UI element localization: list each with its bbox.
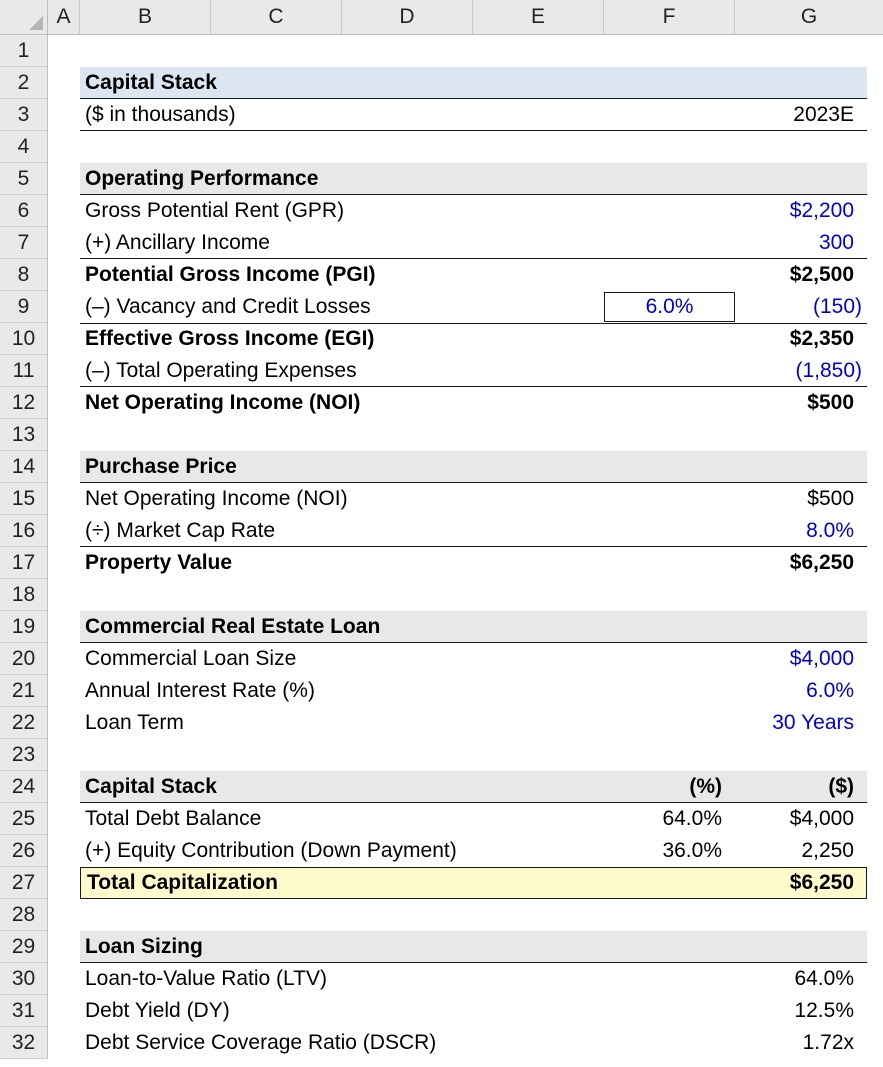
row-header-13[interactable]: 13	[0, 419, 48, 451]
pgi-label[interactable]: Potential Gross Income (PGI)	[85, 263, 376, 286]
table-row	[48, 483, 883, 515]
table-row	[48, 323, 883, 355]
vacancy-rate-input[interactable]: 6.0%	[604, 292, 735, 322]
year-label[interactable]: 2023E	[793, 103, 854, 126]
property-value-label[interactable]: Property Value	[85, 551, 233, 574]
dy-value[interactable]: 12.5%	[794, 999, 854, 1022]
loan-size-label[interactable]: Commercial Loan Size	[85, 647, 297, 670]
column-header-a[interactable]: A	[48, 0, 80, 35]
table-row	[48, 643, 883, 675]
row-header-18[interactable]: 18	[0, 579, 48, 611]
column-header-d[interactable]: D	[342, 0, 473, 35]
loan-term-value[interactable]: 30 Years	[772, 711, 854, 734]
table-row	[48, 963, 883, 995]
gpr-value[interactable]: $2,200	[789, 199, 854, 222]
interest-rate-label[interactable]: Annual Interest Rate (%)	[85, 679, 315, 702]
sheet-title[interactable]: Capital Stack	[85, 71, 217, 94]
noi-value[interactable]: $500	[807, 391, 854, 414]
section-title-sizing[interactable]: Loan Sizing	[85, 935, 203, 958]
row-header-26[interactable]: 26	[0, 835, 48, 867]
ltv-value[interactable]: 64.0%	[794, 967, 854, 990]
loan-term-label[interactable]: Loan Term	[85, 711, 184, 734]
vacancy-value[interactable]: (150)	[812, 295, 862, 318]
gpr-label[interactable]: Gross Potential Rent (GPR)	[85, 199, 345, 222]
column-header-b[interactable]: B	[80, 0, 211, 35]
table-row	[48, 995, 883, 1027]
table-row	[48, 867, 883, 899]
row-header-23[interactable]: 23	[0, 739, 48, 771]
table-row	[48, 387, 883, 419]
equity-pct-value[interactable]: 36.0%	[662, 839, 722, 862]
row-header-22[interactable]: 22	[0, 707, 48, 739]
row-header-25[interactable]: 25	[0, 803, 48, 835]
egi-value[interactable]: $2,350	[789, 327, 854, 350]
row-header-4[interactable]: 4	[0, 131, 48, 163]
opex-label[interactable]: (–) Total Operating Expenses	[85, 359, 357, 382]
table-row	[48, 771, 883, 803]
row-header-11[interactable]: 11	[0, 355, 48, 387]
row-header-30[interactable]: 30	[0, 963, 48, 995]
dy-label[interactable]: Debt Yield (DY)	[85, 999, 230, 1022]
table-row	[48, 707, 883, 739]
row-header-5[interactable]: 5	[0, 163, 48, 195]
pgi-value[interactable]: $2,500	[789, 263, 854, 286]
row-header-17[interactable]: 17	[0, 547, 48, 579]
section-title-operating[interactable]: Operating Performance	[85, 167, 319, 190]
row-header-32[interactable]: 32	[0, 1027, 48, 1059]
row-header-24[interactable]: 24	[0, 771, 48, 803]
row-header-8[interactable]: 8	[0, 259, 48, 291]
row-header-2[interactable]: 2	[0, 67, 48, 99]
table-row	[48, 803, 883, 835]
table-row	[48, 451, 883, 483]
ancillary-label[interactable]: (+) Ancillary Income	[85, 231, 270, 254]
column-header-c[interactable]: C	[211, 0, 342, 35]
row-header-20[interactable]: 20	[0, 643, 48, 675]
noi-label[interactable]: Net Operating Income (NOI)	[85, 391, 361, 414]
section-title-purchase[interactable]: Purchase Price	[85, 455, 237, 478]
dscr-label[interactable]: Debt Service Coverage Ratio (DSCR)	[85, 1031, 437, 1054]
section-title-loan[interactable]: Commercial Real Estate Loan	[85, 615, 381, 638]
table-row	[48, 515, 883, 547]
row-header-19[interactable]: 19	[0, 611, 48, 643]
dscr-value[interactable]: 1.72x	[802, 1031, 854, 1054]
row-header-3[interactable]: 3	[0, 99, 48, 131]
cap-rate-label[interactable]: (÷) Market Cap Rate	[85, 519, 276, 542]
equity-value[interactable]: 2,250	[801, 839, 854, 862]
row-header-16[interactable]: 16	[0, 515, 48, 547]
total-cap-value[interactable]: $6,250	[789, 871, 854, 894]
table-row	[48, 931, 883, 963]
total-cap-label[interactable]: Total Capitalization	[87, 871, 278, 894]
row-header-15[interactable]: 15	[0, 483, 48, 515]
column-header-e[interactable]: E	[473, 0, 604, 35]
table-row	[48, 291, 883, 323]
row-header-6[interactable]: 6	[0, 195, 48, 227]
section-title-stack[interactable]: Capital Stack	[85, 775, 217, 798]
row-header-27[interactable]: 27	[0, 867, 48, 899]
debt-balance-label[interactable]: Total Debt Balance	[85, 807, 262, 830]
table-row	[48, 195, 883, 227]
purchase-noi-value[interactable]: $500	[807, 487, 854, 510]
row-header-9[interactable]: 9	[0, 291, 48, 323]
table-row	[48, 1027, 883, 1059]
opex-value[interactable]: (1,850)	[795, 359, 862, 382]
row-header-1[interactable]: 1	[0, 35, 48, 67]
table-row	[48, 99, 883, 131]
row-header-21[interactable]: 21	[0, 675, 48, 707]
select-all-corner[interactable]	[0, 0, 48, 35]
ancillary-value[interactable]: 300	[818, 231, 854, 254]
row-header-31[interactable]: 31	[0, 995, 48, 1027]
pct-column-header[interactable]: (%)	[689, 775, 722, 798]
loan-size-value[interactable]: $4,000	[789, 647, 854, 670]
interest-rate-value[interactable]: 6.0%	[806, 679, 854, 702]
vacancy-label[interactable]: (–) Vacancy and Credit Losses	[85, 295, 371, 318]
ltv-label[interactable]: Loan-to-Value Ratio (LTV)	[85, 967, 328, 990]
equity-label[interactable]: (+) Equity Contribution (Down Payment)	[85, 839, 457, 862]
units-label[interactable]: ($ in thousands)	[85, 103, 236, 126]
debt-pct-value[interactable]: 64.0%	[662, 807, 722, 830]
row-header-29[interactable]: 29	[0, 931, 48, 963]
debt-balance-value[interactable]: $4,000	[789, 807, 854, 830]
table-row	[48, 67, 883, 99]
table-row	[48, 835, 883, 867]
cap-rate-value[interactable]: 8.0%	[806, 519, 854, 542]
column-header-g[interactable]: G	[735, 0, 883, 35]
row-header-28[interactable]: 28	[0, 899, 48, 931]
table-row	[48, 355, 883, 387]
column-header-f[interactable]: F	[604, 0, 735, 35]
row-header-14[interactable]: 14	[0, 451, 48, 483]
row-header-10[interactable]: 10	[0, 323, 48, 355]
property-value[interactable]: $6,250	[789, 551, 854, 574]
table-row	[48, 547, 883, 579]
table-row	[48, 163, 883, 195]
purchase-noi-label[interactable]: Net Operating Income (NOI)	[85, 487, 348, 510]
egi-label[interactable]: Effective Gross Income (EGI)	[85, 327, 375, 350]
usd-column-header[interactable]: ($)	[828, 775, 854, 798]
table-row	[48, 227, 883, 259]
table-row	[48, 611, 883, 643]
table-row	[48, 259, 883, 291]
row-header-12[interactable]: 12	[0, 387, 48, 419]
table-row	[48, 675, 883, 707]
row-header-7[interactable]: 7	[0, 227, 48, 259]
